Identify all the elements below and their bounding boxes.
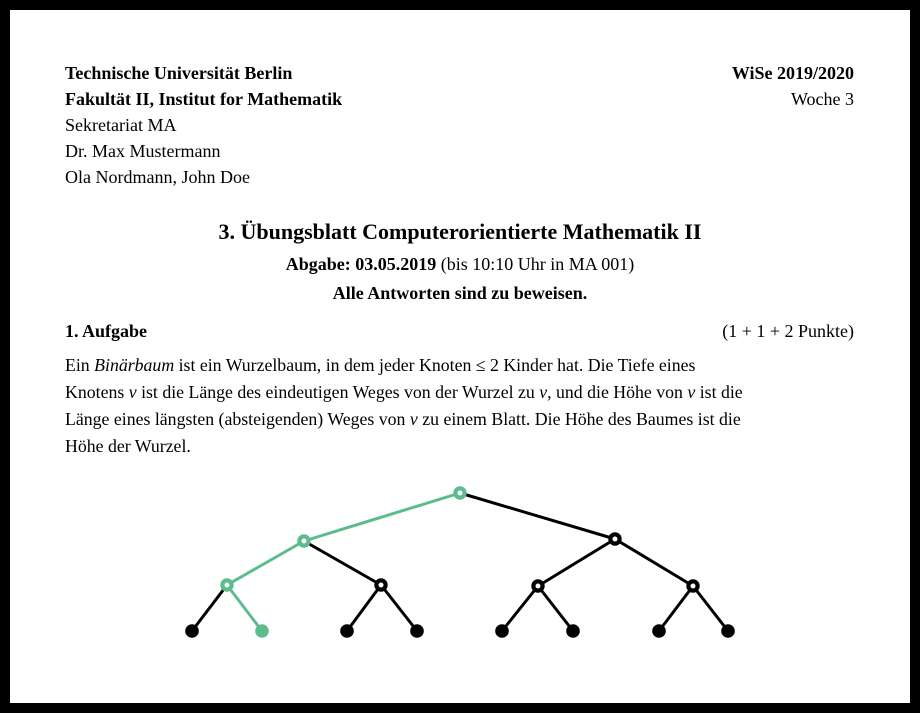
tree-edge [304, 493, 460, 541]
text-line [65, 352, 860, 379]
tree-node-ab [376, 580, 385, 589]
week-label: Woche 3 [790, 89, 854, 109]
tree-node-l7 [652, 624, 666, 638]
tree-node-l1 [185, 624, 199, 638]
text-segment: ist die [695, 382, 743, 402]
header-left [65, 60, 342, 190]
tree-edge [304, 541, 381, 585]
task-label: 1. Aufgabe [65, 321, 148, 341]
tree-node-l2 [255, 624, 269, 638]
text-line [65, 379, 860, 406]
text-segment: zu einem Blatt. Die Höhe des Baumes ist die [417, 409, 741, 429]
tree-edge [460, 493, 615, 539]
text-segment: , und die Höhe von [547, 382, 688, 402]
text-segment: v [539, 382, 548, 402]
tree-edge [227, 585, 262, 631]
text-segment: ist ein Wurzelbaum, in dem jeder Knoten ≤ 2 Kinder hat. Die Tiefe eines [174, 355, 696, 375]
text-segment: Abgabe: 03.05.2019 [285, 254, 437, 274]
tree-node-ba [533, 581, 542, 590]
tree-edge [502, 586, 538, 631]
tree-edge [381, 585, 417, 631]
motto-line: Alle Antworten sind zu beweisen. [332, 283, 588, 303]
tree-edge [538, 539, 615, 586]
secretariat: Sekretariat MA [65, 115, 177, 135]
tree-node-bb [688, 581, 697, 590]
tree-edge [693, 586, 728, 631]
text-segment: v [409, 409, 418, 429]
tree-node-l8 [721, 624, 735, 638]
semester-label: WiSe 2019/2020 [731, 63, 854, 83]
assistant-names: Ola Nordmann, John Doe [65, 167, 250, 187]
text-segment: v [687, 382, 696, 402]
tree-node-l3 [340, 624, 354, 638]
header-right [732, 60, 854, 112]
tree-node-l4 [410, 624, 424, 638]
tree-node-l6 [566, 624, 580, 638]
tree-edge [347, 585, 381, 631]
text-segment: Höhe der Wurzel. [65, 436, 191, 456]
exercise-text [65, 352, 860, 460]
task-points: (1 + 1 + 2 Punkte) [722, 321, 854, 341]
lecturer-name: Dr. Max Mustermann [65, 141, 221, 161]
text-line [65, 406, 860, 433]
tree-node-b [610, 534, 619, 543]
deadline-line [0, 254, 920, 275]
text-segment: v [128, 382, 137, 402]
text-segment: (bis 10:10 Uhr in MA 001) [436, 254, 635, 274]
tree-edge [538, 586, 573, 631]
tree-edge [192, 585, 227, 631]
text-segment: Binärbaum [94, 355, 175, 375]
text-segment: Länge eines längsten (absteigenden) Weges von [65, 409, 410, 429]
institution-name: Technische Universität Berlin [65, 63, 293, 83]
tree-figure [0, 470, 920, 670]
faculty-name: Fakultät II, Institut for Mathematik [65, 89, 343, 109]
text-line [65, 433, 860, 460]
text-segment: Knotens [65, 382, 129, 402]
tree-edge [659, 586, 693, 631]
task-header [65, 321, 854, 342]
sheet-title: 3. Übungsblatt Computerorientierte Mathematik II [218, 219, 702, 244]
text-segment: Ein [65, 355, 95, 375]
tree-node-l5 [495, 624, 509, 638]
tree-node-root [455, 488, 464, 497]
text-segment: ist die Länge des eindeutigen Weges von der Wurzel zu [136, 382, 540, 402]
tree-node-aa [222, 580, 231, 589]
tree-edge [615, 539, 693, 586]
tree-edge [227, 541, 304, 585]
tree-node-a [299, 536, 308, 545]
